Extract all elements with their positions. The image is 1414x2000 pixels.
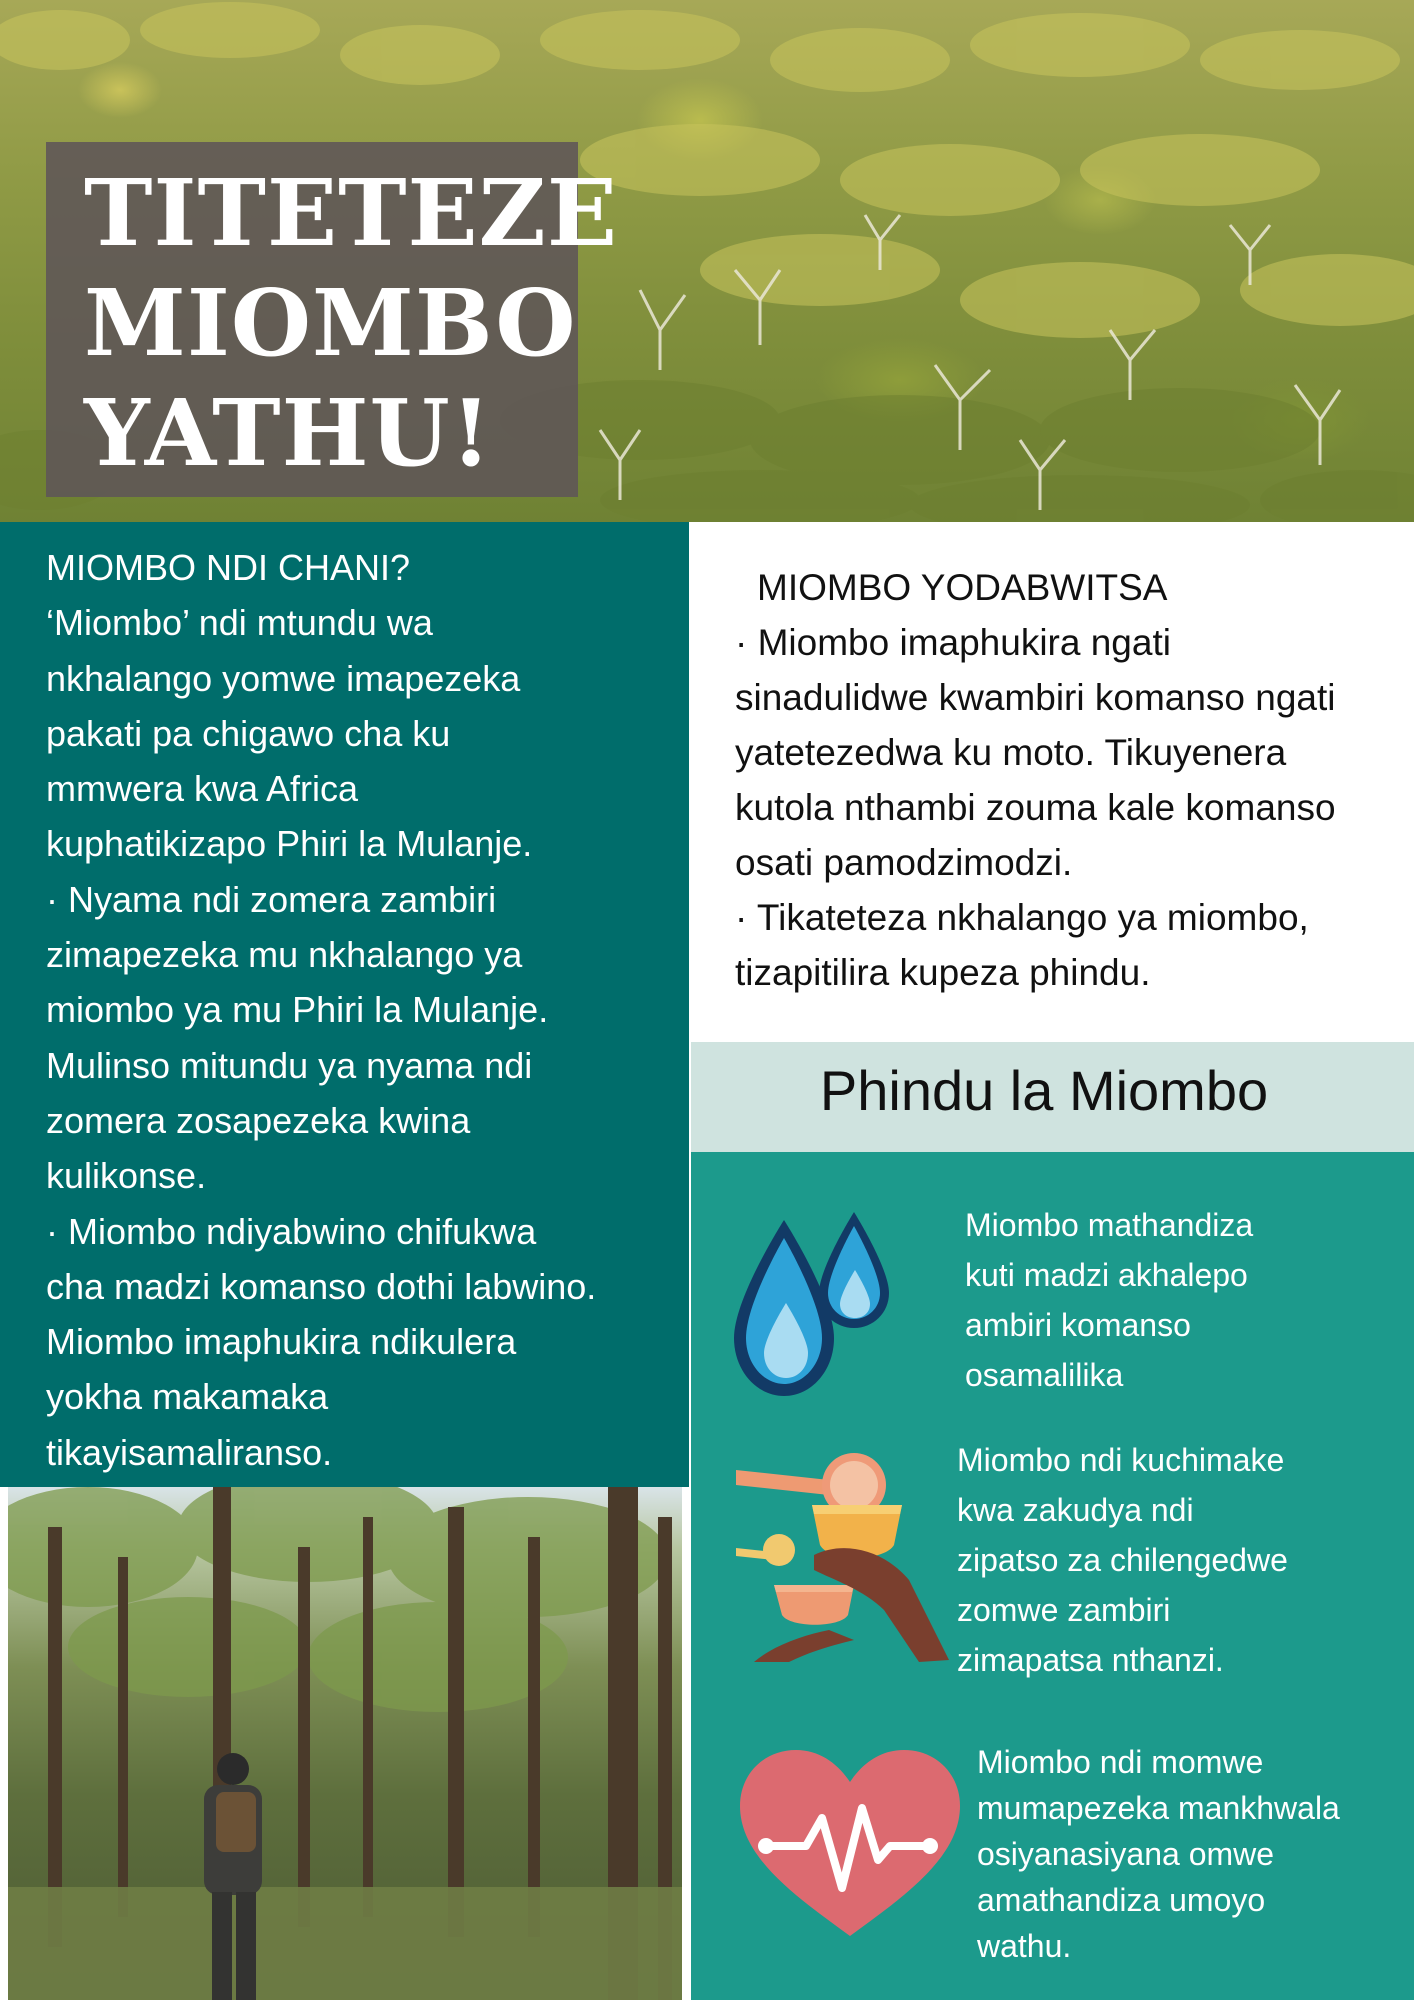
- text-line: yatetezedwa ku moto. Tikuyenera: [735, 732, 1287, 773]
- benefit-medicine-text: [977, 1739, 1340, 1969]
- text-line: wathu.: [977, 1928, 1072, 1964]
- woodland-hiker-photo: [8, 1487, 682, 2000]
- text-line: tizapitilira kupeza phindu.: [735, 952, 1151, 993]
- text-line: mmwera kwa Africa: [46, 768, 359, 810]
- page-title-line-3: YATHU!: [84, 379, 493, 487]
- benefit-water-text: [965, 1200, 1253, 1400]
- text-line: MIOMBO NDI CHANI?: [46, 547, 411, 588]
- text-line: miombo ya mu Phiri la Mulanje.: [46, 989, 549, 1031]
- text-line: pakati pa chigawo cha ku: [46, 712, 451, 754]
- wonderful-miombo-text: [735, 560, 1411, 1000]
- text-line: Miombo ndi kuchimake: [957, 1442, 1285, 1478]
- text-line: tikayisamaliranso.: [46, 1431, 333, 1473]
- text-line: Miombo ndi momwe: [977, 1744, 1264, 1780]
- text-line: kulikonse.: [46, 1155, 207, 1197]
- text-line: zipatso za chilengedwe: [957, 1542, 1288, 1578]
- text-line: zomera zosapezeka kwina: [46, 1099, 471, 1141]
- text-line: ambiri komanso: [965, 1307, 1191, 1343]
- text-line: · Miombo ndiyabwino chifukwa: [46, 1210, 537, 1252]
- text-line: Miombo imaphukira ndikulera: [46, 1321, 517, 1363]
- text-line: kwa zakudya ndi: [957, 1492, 1194, 1528]
- text-line: ‘Miombo’ ndi mtundu wa: [46, 602, 433, 644]
- text-line: kuphatikizapo Phiri la Mulanje.: [46, 823, 533, 865]
- text-line: · Nyama ndi zomera zambiri: [46, 878, 497, 920]
- water-drops-icon: [724, 1208, 899, 1412]
- text-line: cha madzi komanso dothi labwino.: [46, 1265, 597, 1307]
- text-line: sinadulidwe kwambiri komanso ngati: [735, 677, 1336, 718]
- text-line: Miombo mathandiza: [965, 1207, 1254, 1243]
- text-line: osamalilika: [965, 1357, 1124, 1393]
- text-line: mumapezeka mankhwala: [977, 1790, 1340, 1826]
- text-line: yokha makamaka: [46, 1376, 329, 1418]
- woodland-illustration: [8, 1487, 682, 2000]
- text-line: kuti madzi akhalepo: [965, 1257, 1248, 1293]
- hero-forest-photo: [0, 0, 1414, 522]
- text-line: · Tikateteza nkhalango ya miombo,: [735, 897, 1309, 938]
- food-bowls-icon: [734, 1450, 954, 1669]
- benefit-food-text: [957, 1435, 1288, 1685]
- text-line: nkhalango yomwe imapezeka: [46, 657, 521, 699]
- text-line: · Miombo imaphukira ngati: [735, 622, 1171, 663]
- heart-pulse-icon: [738, 1748, 963, 1942]
- text-line: zomwe zambiri: [957, 1592, 1171, 1628]
- page-title-line-2: MIOMBO: [84, 269, 577, 377]
- text-line: osiyanasiyana omwe: [977, 1836, 1275, 1872]
- text-line: Mulinso mitundu ya nyama ndi: [46, 1044, 533, 1086]
- text-line: zimapezeka mu nkhalango ya: [46, 934, 523, 976]
- text-line: amathandiza umoyo: [977, 1882, 1266, 1918]
- page-title-line-1: TITETEZE: [84, 159, 618, 267]
- about-miombo-text: [46, 540, 686, 1480]
- benefits-title: Phindu la Miombo: [819, 1059, 1269, 1122]
- text-line: osati pamodzimodzi.: [735, 842, 1073, 883]
- text-line: zimapatsa nthanzi.: [957, 1642, 1224, 1678]
- section-heading: MIOMBO YODABWITSA: [757, 567, 1168, 608]
- text-line: kutola nthambi zouma kale komanso: [735, 787, 1336, 828]
